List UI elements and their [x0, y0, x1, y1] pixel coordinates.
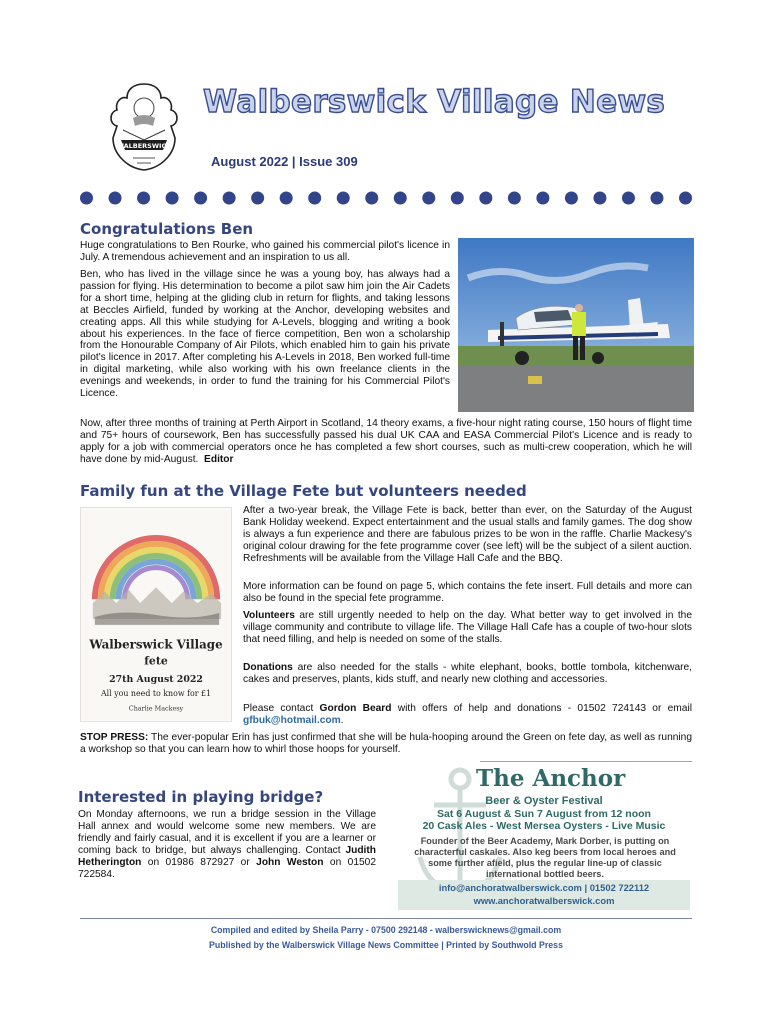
divider-dot [565, 192, 578, 205]
fete-heading: Family fun at the Village Fete but volunteers needed [80, 482, 527, 500]
divider-dot [166, 192, 179, 205]
divider-dot [451, 192, 464, 205]
anchor-website-link[interactable]: www.anchoratwalberswick.com [473, 894, 615, 906]
divider-dot [194, 192, 207, 205]
anchor-subtitle: Beer & Oyster Festival [485, 795, 603, 807]
bridge-heading: Interested in playing bridge? [78, 788, 324, 806]
divider-dot [137, 192, 150, 205]
divider-dot [280, 192, 293, 205]
divider-dot [479, 192, 492, 205]
anchor-contact-info[interactable]: info@anchoratwalberswick.com | 01502 722112 [438, 882, 650, 893]
newsletter-title: Walberswick Village News [203, 84, 666, 120]
congrats-intro: Huge congratulations to Ben Rourke, who gained his commercial pilot's licence in July. A tremendous achievement and an inspiration to us all. [80, 240, 450, 263]
divider-dot [365, 192, 378, 205]
divider-dot [337, 192, 350, 205]
anchor-dates: Sat 6 August & Sun 7 August from 12 noon [437, 808, 651, 820]
bridge-body: On Monday afternoons, we run a bridge session in the Village Hall annex and would welcome some new members. We are friendly and fairly casual, and it is excellent if you are a learner or coming back to bridge, but always challenging. Contact Judith Hetherington on 01986 872927 or John Weston on 01502 722584. [78, 809, 376, 880]
divider-dot [508, 192, 521, 205]
svg-text:Walberswick Village: Walberswick Village [89, 637, 223, 652]
fete-donations: Donations are also needed for the stalls - white elephant, books, bottle tombola, kitchenware, cakes and preserves, plants, kids stuff, and nearly new clothing and accessories. [243, 662, 692, 685]
divider-dot [394, 192, 407, 205]
divider-dot [422, 192, 435, 205]
congrats-heading: Congratulations Ben [80, 220, 254, 238]
divider-dot [308, 192, 321, 205]
svg-text:Charlie Mackesy: Charlie Mackesy [128, 704, 184, 713]
divider-dot [536, 192, 549, 205]
svg-text:27th August 2022: 27th August 2022 [109, 674, 203, 686]
divider-dot [650, 192, 663, 205]
divider-dot [223, 192, 236, 205]
village-crest-logo [103, 78, 185, 172]
anchor-description: Founder of the Beer Academy, Mark Dorber, is putting on characterful caskales. Also keg beers from local heroes and some further afield, plus the regular line-up of classic international bottled beers. [414, 836, 676, 879]
anchor-title: The Anchor [476, 765, 626, 792]
fete-volunteers: Volunteers are still urgently needed to help on the day. What better way to get involved in the village community and contribute to village life. The Village Hall Cafe has a couple of two-hour slots that need filling, and help is needed on some of the stalls. [243, 610, 692, 645]
congrats-conclusion: Now, after three months of training at Perth Airport in Scotland, 14 theory exams, a five-hour night rating course, 150 hours of flight time and 75+ hours of coursework, Ben has successfully passed his dual UK CAA and EASA Commercial Pilot's Licence and is ready to apply for a job with commercial operators once he has completed a few short courses, such as multi-crew cooperation, which he will have done by mid-August. Editor [80, 418, 692, 465]
contact-name: Gordon Beard [319, 703, 392, 714]
svg-text:All you need to know for £1: All you need to know for £1 [100, 688, 212, 698]
stop-press: STOP PRESS: The ever-popular Erin has just confirmed that she will be hula-hooping around the Green on fete day, as well as running a workshop so that you can learn how to whirl those hoops for yourself. [80, 732, 692, 755]
anchor-ales: 20 Cask Ales - West Mersea Oysters - Live Music [422, 820, 666, 832]
footer-credits: Compiled and edited by Sheila Parry - 07500 292148 - walberswicknews@gmail.com [210, 925, 562, 935]
divider-dot [109, 192, 122, 205]
svg-text:fete: fete [144, 654, 168, 668]
congrats-body: Ben, who has lived in the village since he was a young boy, has always had a passion for flying. His determination to become a pilot saw him join the Air Cadets for a short time, helping at the gliding club in return for flights, and taking lessons at Beccles Airfield, funded by working at the Anchor, developing websites and creating apps. All this while studying for A-Levels, blogging and writing a book about his experiences. In the face of fierce competition, Ben won a scholarship from the Honourable Company of Air Pilots, which enabled him to gain his private pilot's licence in 2017. After completing his A-Levels in 2018, Ben worked full-time in digital marketing, while also working with his own freelance clients in the evenings and weekends, in order to fund the training for his Commercial Pilot's Licence. [80, 269, 450, 400]
pilot-photo [458, 238, 694, 412]
divider-dot [622, 192, 635, 205]
divider-dot [593, 192, 606, 205]
editor-signature: Editor [204, 453, 234, 465]
fete-intro: After a two-year break, the Village Fete is back, better than ever, on the Saturday of the August Bank Holiday weekend. Expect entertainment and the usual stalls and family games. The dog show is always a fun experience and there are fabulous prizes to be won in the raffle. Charlie Mackesy's original colour drawing for the fete programme cover (see left) will be the subject of a silent auction. Refreshments will be available from the Village Hall Cafe and the BBQ. [243, 505, 692, 564]
fete-programme-drawing [80, 507, 232, 722]
svg-text:WALBERSWICK: WALBERSWICK [116, 142, 172, 150]
dot-divider [80, 190, 692, 206]
footer-rule [80, 918, 692, 919]
footer-publisher: Published by the Walberswick Village News Committee | Printed by Southwold Press [209, 940, 563, 950]
divider [480, 761, 692, 762]
anchor-contact-box [398, 880, 690, 910]
divider-dot [679, 192, 692, 205]
divider-dot [80, 192, 93, 205]
fete-contact: Please contact Gordon Beard with offers of help and donations - 01502 724143 or email gfbuk@hotmail.com. [243, 703, 692, 726]
contact-email-link[interactable]: gfbuk@hotmail.com [243, 714, 341, 726]
divider-dot [251, 192, 264, 205]
issue-line: August 2022 | Issue 309 [211, 154, 358, 169]
fete-more-info: More information can be found on page 5, which contains the fete insert. Full details and more can also be found in the special fete programme. [243, 581, 692, 604]
